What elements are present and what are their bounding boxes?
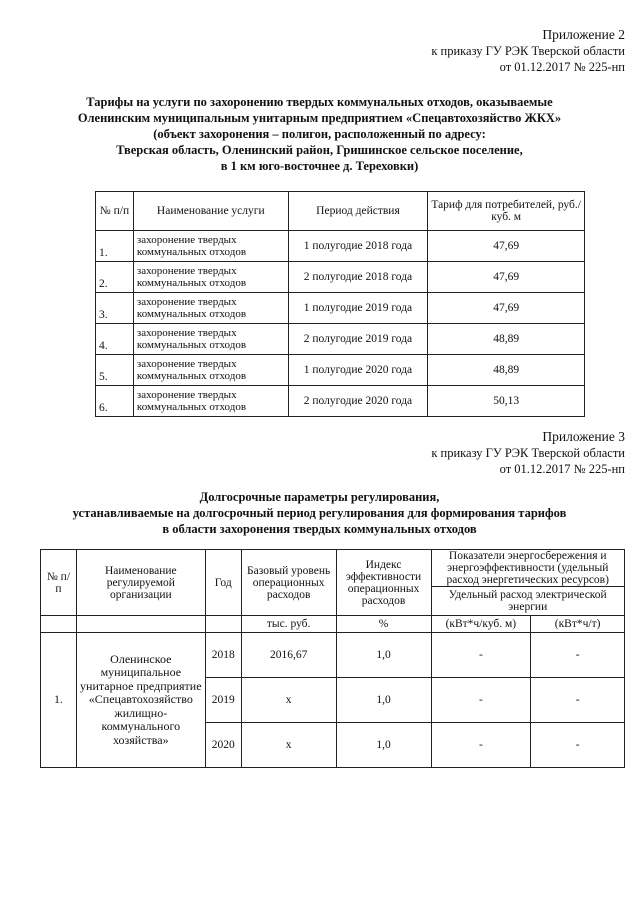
row-year: 2018 — [205, 633, 241, 678]
tariffs-title-line2: Оленинским муниципальным унитарным предприятием «Спецавтохозяйство ЖКХ» — [77, 111, 562, 125]
row-base: 2016,67 — [241, 633, 336, 678]
header-num: № п/п — [41, 550, 77, 616]
row-energy-t: - — [531, 723, 625, 768]
row-energy-m3: - — [431, 678, 531, 723]
header-org: Наименование регулируемой организации — [76, 550, 205, 616]
parameters-units-row — [41, 616, 625, 633]
parameters-title-line1: Долгосрочные параметры регулирования, — [199, 490, 440, 504]
parameters-header-row — [41, 550, 625, 587]
header-year: Год — [205, 550, 241, 616]
row-tariff: 47,69 — [428, 293, 585, 324]
tariffs-table-header — [96, 192, 585, 231]
row-period: 1 полугодие 2018 года — [288, 231, 428, 262]
row-org: Оленинское муниципальное унитарное предприятие «Спецавтохозяйство жилищно-коммунального хозяйства» — [76, 633, 205, 768]
row-num: 6. — [96, 386, 134, 417]
row-period: 1 полугодие 2019 года — [288, 293, 428, 324]
row-year: 2019 — [205, 678, 241, 723]
appendix3-order-ref: к приказу ГУ РЭК Тверской области — [431, 446, 625, 460]
row-base: х — [241, 678, 336, 723]
unit-energy-m3: (кВт*ч/куб. м) — [431, 616, 531, 633]
row-year: 2020 — [205, 723, 241, 768]
header-service: Наименование услуги — [133, 192, 288, 231]
row-num: 1. — [41, 633, 77, 768]
row-tariff: 47,69 — [428, 262, 585, 293]
header-tariff: Тариф для потребителей, руб./куб. м — [428, 192, 585, 231]
row-energy-t: - — [531, 678, 625, 723]
row-service: захоронение твердых коммунальных отходов — [133, 262, 288, 293]
row-service: захоронение твердых коммунальных отходов — [133, 386, 288, 417]
row-tariff: 50,13 — [428, 386, 585, 417]
row-service: захоронение твердых коммунальных отходов — [133, 355, 288, 386]
parameters-title-line3: в области захоронения твердых коммунальных отходов — [162, 522, 477, 536]
tariffs-title — [0, 94, 639, 174]
header-index: Индекс эффективности операционных расходов — [336, 550, 431, 616]
appendix2-label: Приложение 2 — [542, 27, 625, 42]
row-num: 4. — [96, 324, 134, 355]
table-row — [41, 633, 625, 678]
row-index: 1,0 — [336, 633, 431, 678]
appendix3-order-date: от 01.12.2017 № 225-нп — [499, 462, 625, 476]
row-period: 1 полугодие 2020 года — [288, 355, 428, 386]
unit-year-cell — [205, 616, 241, 633]
appendix2-order-date: от 01.12.2017 № 225-нп — [499, 60, 625, 74]
appendix3-header — [431, 429, 625, 477]
table-row — [96, 293, 585, 324]
row-num: 2. — [96, 262, 134, 293]
row-num: 5. — [96, 355, 134, 386]
unit-energy-t: (кВт*ч/т) — [531, 616, 625, 633]
appendix2-order-ref: к приказу ГУ РЭК Тверской области — [431, 44, 625, 58]
table-row — [96, 231, 585, 262]
row-service: захоронение твердых коммунальных отходов — [133, 231, 288, 262]
table-row — [96, 262, 585, 293]
row-service: захоронение твердых коммунальных отходов — [133, 324, 288, 355]
header-base: Базовый уровень операционных расходов — [241, 550, 336, 616]
row-index: 1,0 — [336, 678, 431, 723]
row-energy-m3: - — [431, 723, 531, 768]
header-num: № п/п — [96, 192, 134, 231]
tariffs-title-line4: Тверская область, Оленинский район, Гришинское сельское поселение, — [116, 143, 523, 157]
unit-index: % — [336, 616, 431, 633]
table-row — [96, 386, 585, 417]
unit-base: тыс. руб. — [241, 616, 336, 633]
row-base: х — [241, 723, 336, 768]
row-period: 2 полугодие 2018 года — [288, 262, 428, 293]
tariffs-title-line3: (объект захоронения – полигон, расположенный по адресу: — [153, 127, 486, 141]
table-row — [96, 324, 585, 355]
row-num: 3. — [96, 293, 134, 324]
row-index: 1,0 — [336, 723, 431, 768]
unit-num-cell — [41, 616, 77, 633]
row-energy-m3: - — [431, 633, 531, 678]
header-energy-group: Показатели энергосбережения и энергоэффективности (удельный расход энергетических ресурсов) — [431, 550, 625, 587]
row-period: 2 полугодие 2020 года — [288, 386, 428, 417]
appendix3-label: Приложение 3 — [542, 429, 625, 444]
parameters-title — [0, 489, 639, 537]
row-tariff: 48,89 — [428, 355, 585, 386]
row-tariff: 48,89 — [428, 324, 585, 355]
parameters-title-line2: устанавливаемые на долгосрочный период регулирования для формирования тарифов — [72, 506, 567, 520]
row-period: 2 полугодие 2019 года — [288, 324, 428, 355]
row-energy-t: - — [531, 633, 625, 678]
header-energy-sub: Удельный расход электрической энергии — [431, 587, 625, 616]
row-num: 1. — [96, 231, 134, 262]
row-tariff: 47,69 — [428, 231, 585, 262]
unit-org-cell — [76, 616, 205, 633]
tariffs-title-line5: в 1 км юго-восточнее д. Тереховки) — [220, 159, 419, 173]
row-service: захоронение твердых коммунальных отходов — [133, 293, 288, 324]
parameters-table — [40, 549, 625, 768]
tariffs-table — [95, 191, 585, 417]
tariffs-title-line1: Тарифы на услуги по захоронению твердых коммунальных отходов, оказываемые — [86, 95, 553, 109]
table-row — [96, 355, 585, 386]
appendix2-header — [431, 27, 625, 75]
header-period: Период действия — [288, 192, 428, 231]
